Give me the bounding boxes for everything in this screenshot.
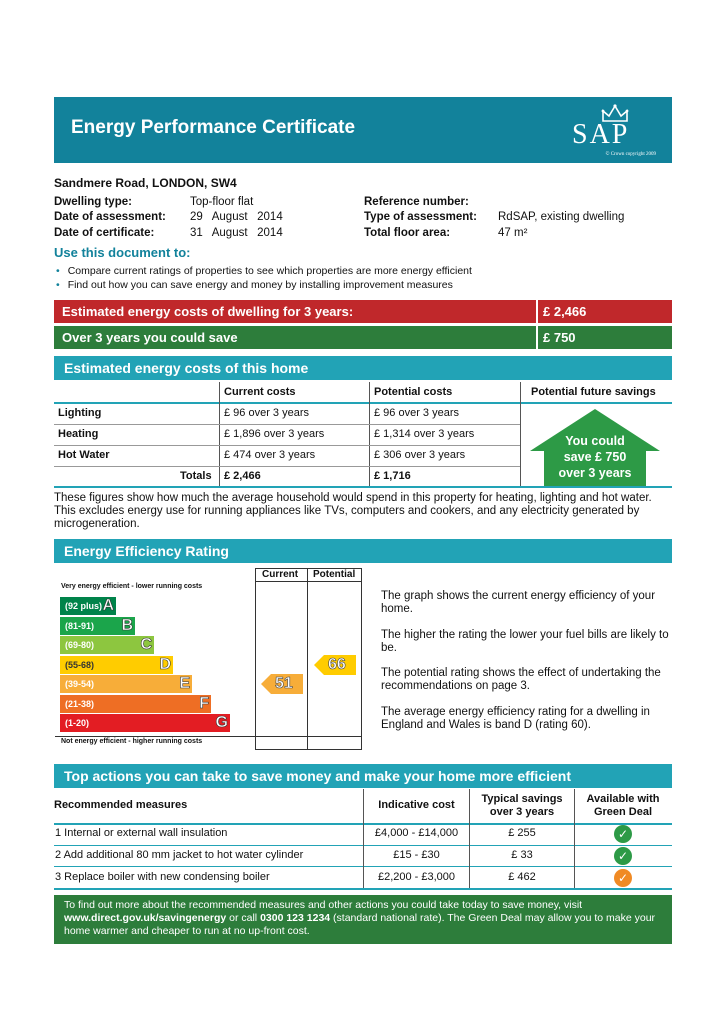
action-cost: £4,000 - £14,000 (374, 827, 459, 839)
potential-rating-marker (314, 655, 356, 675)
header-measures: Recommended measures (54, 799, 188, 811)
dwelling-type-label: Dwelling type: (54, 196, 132, 208)
action-savings: £ 462 (508, 871, 536, 883)
table-cell: £ 1,896 over 3 years (224, 428, 325, 440)
table-cell: £ 96 over 3 years (374, 407, 459, 419)
totals-potential: £ 1,716 (374, 470, 411, 482)
eer-text-paragraph: The average energy efficiency rating for a dwelling in England and Wales is band D (rating 60). (381, 706, 650, 731)
certificate-header (54, 97, 672, 163)
estimated-costs-value: £ 2,466 (536, 300, 586, 323)
action-measure: 3 Replace boiler with new condensing boiler (55, 871, 270, 883)
band-g (60, 714, 230, 732)
date-certificate-label: Date of certificate: (54, 227, 155, 239)
costs-description: These figures show how much the average household would spend in this property for heating, lighting and hot water. This excludes energy use for running appliances like TVs, computers and cookers, and any electricity generated by microgeneration. (54, 492, 652, 530)
table-cell: £ 474 over 3 years (224, 449, 316, 461)
list-item: • Find out how you can save energy and money by installing improvement measures (56, 279, 453, 291)
col-potential-label: Potential (313, 569, 356, 580)
band-letter: D (159, 655, 171, 673)
eer-section-title: Energy Efficiency Rating (54, 539, 672, 563)
date-certificate-value: 31 August 2014 (190, 227, 283, 239)
band-e (60, 675, 192, 693)
band-letter: F (199, 694, 209, 712)
list-item: • Compare current ratings of properties to see which properties are more energy efficient (56, 265, 472, 277)
current-rating-marker (261, 674, 303, 694)
property-address: Sandmere Road, LONDON, SW4 (54, 176, 237, 190)
totals-label: Totals (180, 470, 212, 482)
table-row-label: Heating (58, 428, 99, 440)
bottom-note: Not energy efficient - higher running costs (61, 738, 203, 745)
band-b (60, 617, 135, 635)
footer-info: To find out more about the recommended measures and other actions you could take today to save money, visit www.direct.gov.uk/savingenergy or call 0300 123 1234 (standard national rate). The Green Deal may allow you to make your home warmer and cheaper to run at no up-front cost. (54, 895, 672, 944)
current-rating-marker-value: 51 (275, 675, 293, 692)
estimated-costs-label: Estimated energy costs of dwelling for 3 years: (62, 304, 354, 319)
check-icon: ✓ (614, 869, 632, 887)
band-letter: E (179, 675, 190, 692)
table-row-label: Hot Water (58, 449, 110, 461)
savings-bar (54, 326, 672, 349)
floor-area-label: Total floor area: (364, 227, 451, 239)
action-measure: 2 Add additional 80 mm jacket to hot water cylinder (55, 849, 304, 861)
sap-logo (572, 105, 658, 157)
bullet-icon: • (56, 279, 60, 291)
table-row-label: Lighting (58, 407, 102, 419)
band-range: (69-80) (65, 640, 95, 650)
estimated-costs-bar (54, 300, 672, 323)
type-assessment-label: Type of assessment: (364, 211, 477, 223)
page-title: Energy Performance Certificate (71, 117, 356, 138)
action-measure: 1 Internal or external wall insulation (55, 827, 228, 839)
type-assessment-value: RdSAP, existing dwelling (498, 211, 625, 223)
action-savings: £ 33 (511, 849, 533, 861)
header-current-costs: Current costs (224, 386, 296, 398)
check-icon: ✓ (614, 825, 632, 843)
savingenergy-link[interactable]: www.direct.gov.uk/savingenergy (64, 912, 227, 924)
band-c (60, 636, 154, 654)
band-range: (81-91) (65, 620, 95, 631)
check-icon: ✓ (614, 847, 632, 865)
header-potential-costs: Potential costs (374, 386, 453, 398)
band-range: (92 plus) (65, 601, 103, 611)
header-potential-savings: Potential future savings (531, 386, 656, 398)
band-letter: C (140, 636, 152, 653)
savings-label: Over 3 years you could save (62, 330, 238, 345)
dwelling-type-value: Top-floor flat (190, 196, 254, 208)
copyright-text: © Crown copyright 2009 (605, 152, 656, 157)
band-letter: A (102, 597, 114, 614)
top-note: Very energy efficient - lower running costs (61, 583, 203, 590)
costs-section-title: Estimated energy costs of this home (54, 356, 672, 380)
header-savings: Typical savings over 3 years (481, 793, 563, 818)
savings-arrow-line: You could (565, 434, 625, 448)
sap-logo-text: SAP (572, 119, 630, 150)
band-range: (1-20) (65, 718, 90, 728)
table-cell: £ 306 over 3 years (374, 449, 466, 461)
col-current-label: Current (262, 569, 299, 580)
band-range: (55-68) (65, 659, 95, 670)
eer-text-paragraph: The graph shows the current energy efficiency of your home. (381, 590, 656, 615)
action-cost: £15 - £30 (393, 849, 440, 861)
savings-value: £ 750 (536, 326, 576, 349)
band-letter: B (121, 616, 133, 634)
reference-label: Reference number: (364, 196, 469, 208)
band-range: (21-38) (65, 698, 95, 709)
eer-text-paragraph: The higher the rating the lower your fuel bills are likely to be. (381, 629, 669, 654)
eer-chart (55, 568, 363, 751)
date-assessment-label: Date of assessment: (54, 211, 166, 223)
table-cell: £ 96 over 3 years (224, 407, 309, 419)
bullet-icon: • (56, 265, 60, 277)
action-savings: £ 255 (508, 827, 536, 839)
phone-number: 0300 123 1234 (260, 912, 331, 924)
savings-arrow (529, 408, 661, 486)
savings-arrow-line: save £ 750 (563, 450, 627, 464)
band-a (60, 597, 116, 615)
band-d (60, 656, 173, 674)
band-f (60, 695, 211, 713)
totals-current: £ 2,466 (224, 470, 261, 482)
header-cost: Indicative cost (378, 799, 455, 811)
use-document-title: Use this document to: (54, 245, 191, 260)
table-cell: £ 1,314 over 3 years (374, 428, 475, 440)
potential-rating-marker-value: 66 (328, 655, 346, 673)
band-range: (39-54) (65, 679, 95, 689)
savings-arrow-line: over 3 years (558, 466, 632, 480)
header-green-deal: Available with Green Deal (586, 793, 660, 818)
date-assessment-value: 29 August 2014 (190, 211, 283, 223)
floor-area-value: 47 m² (498, 227, 528, 239)
band-letter: G (215, 714, 228, 731)
actions-section-title: Top actions you can take to save money and make your home more efficient (54, 764, 672, 788)
eer-text-paragraph: The potential rating shows the effect of undertaking the recommendations on page 3. (381, 667, 661, 692)
action-cost: £2,200 - £3,000 (377, 871, 456, 883)
